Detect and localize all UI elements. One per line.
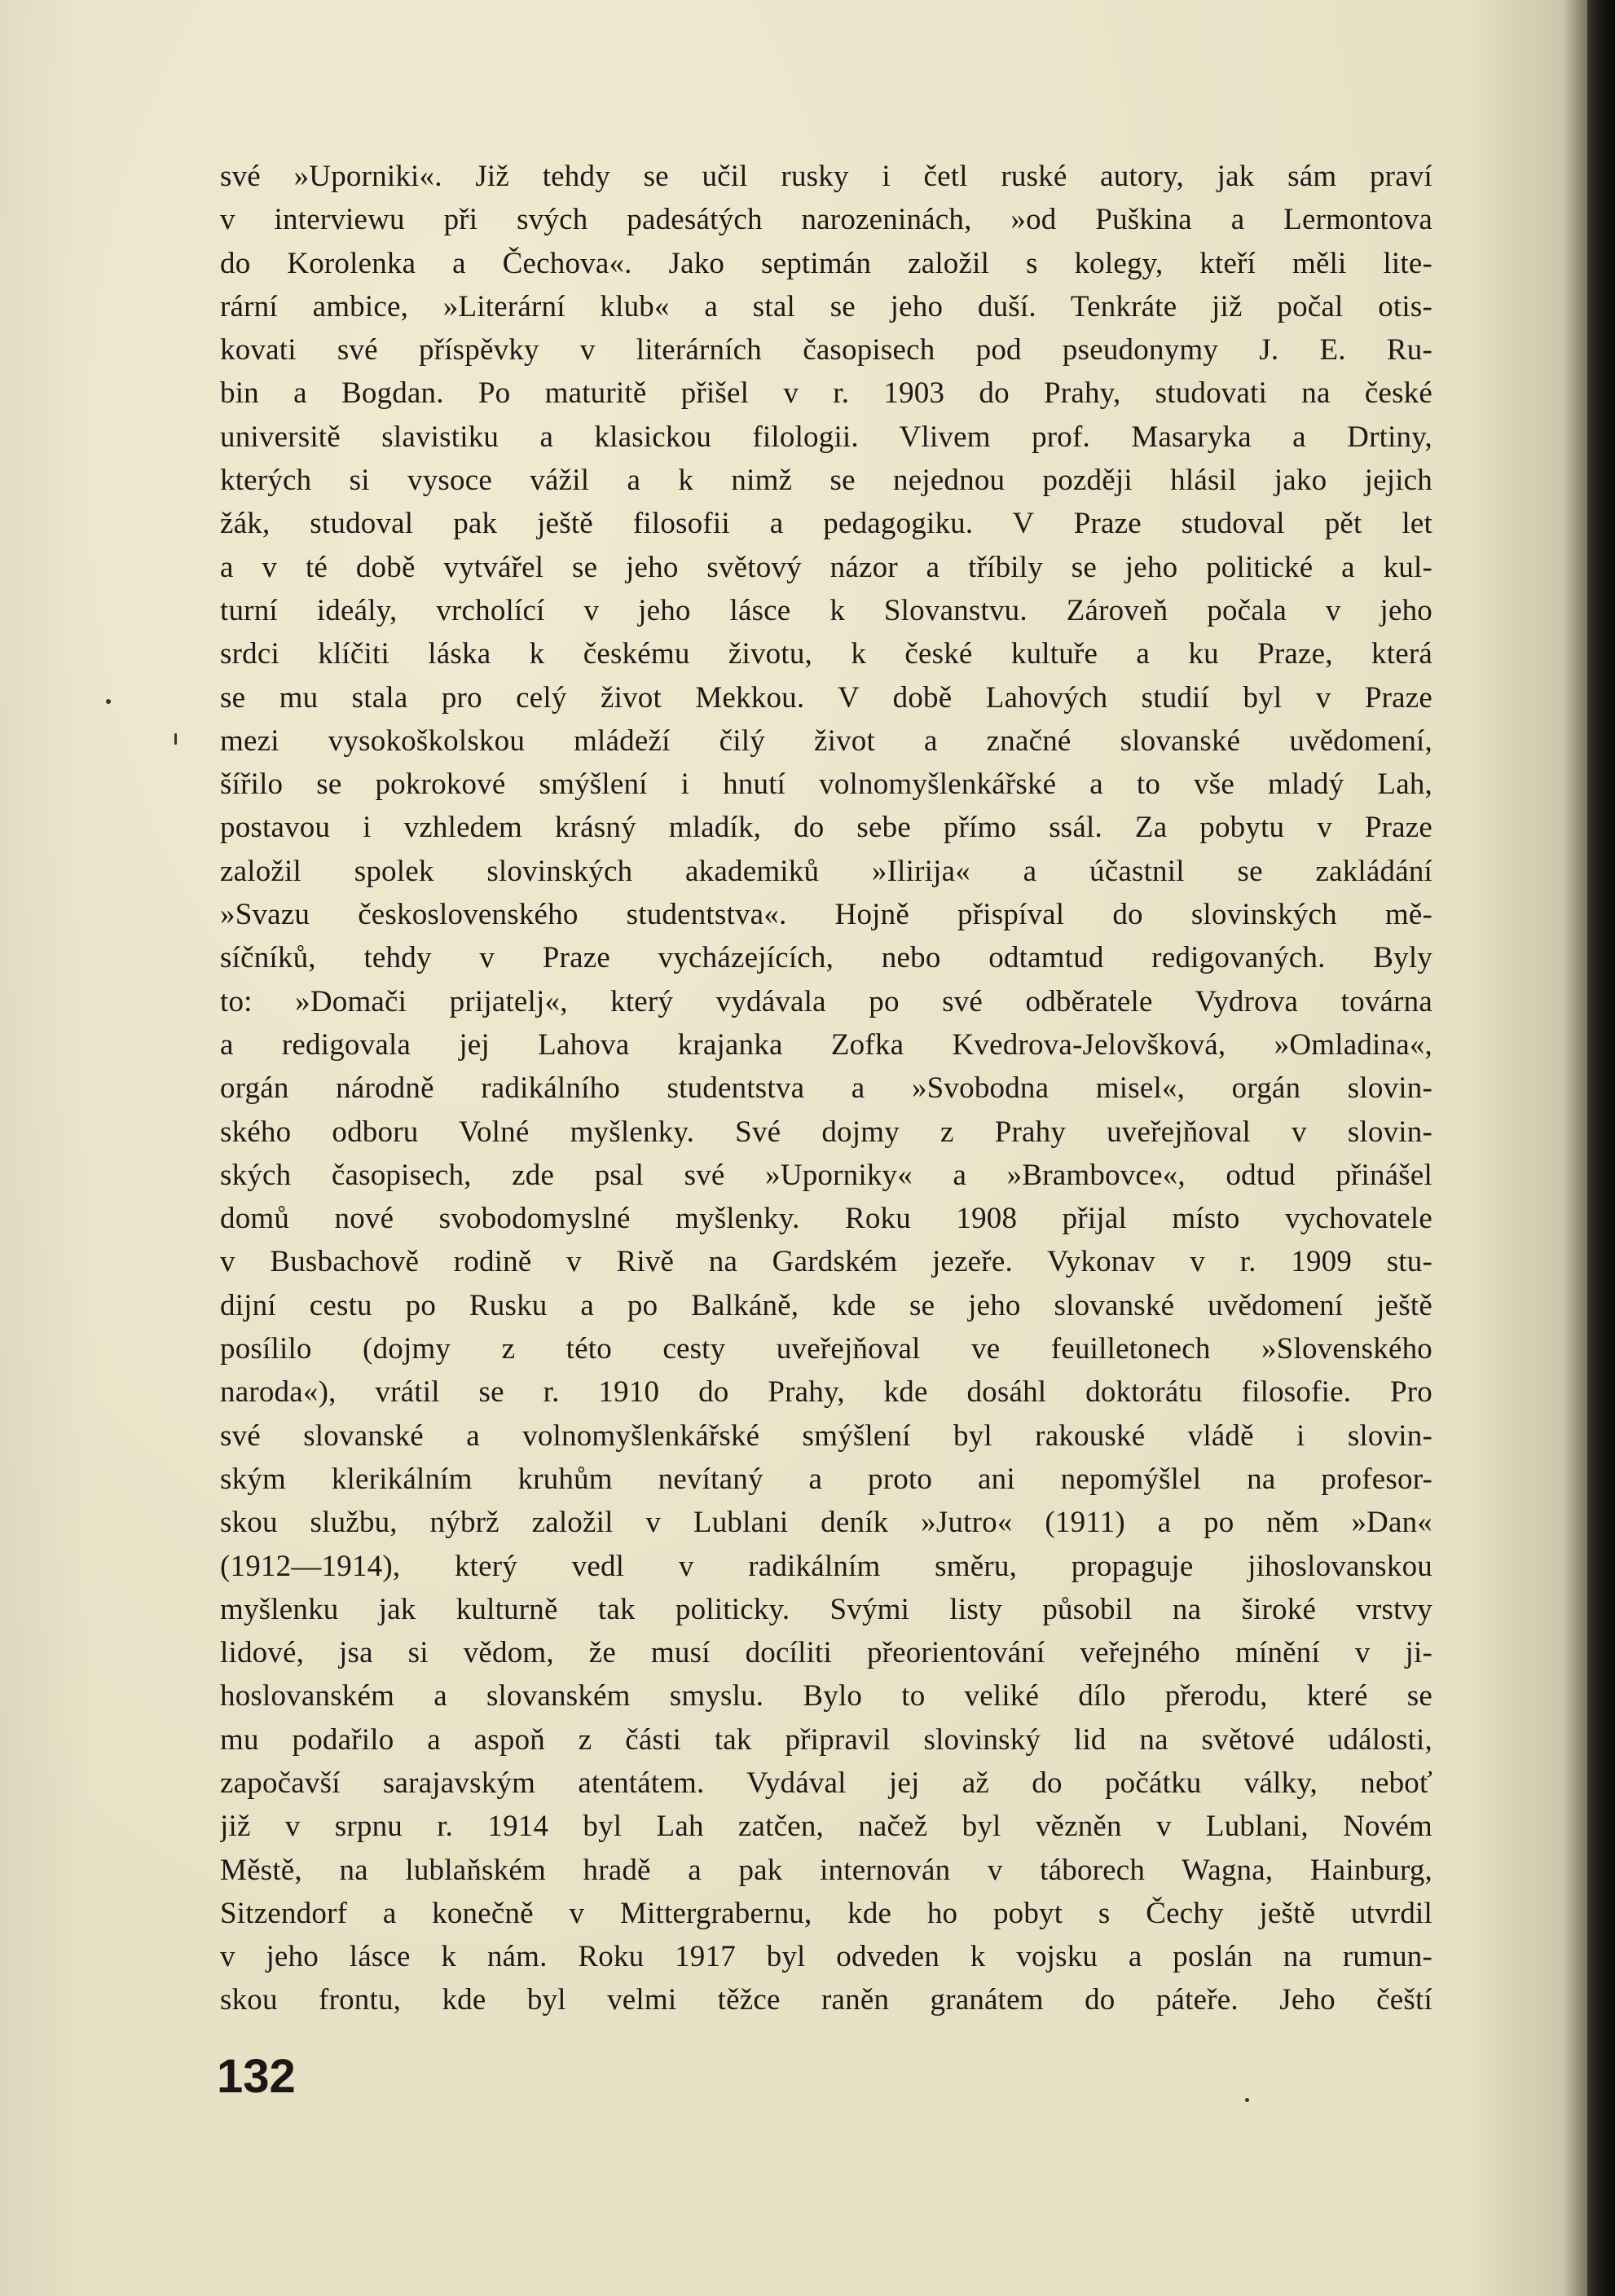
text-line: turní ideály, vrcholící v jeho lásce k Slovanstvu. Zároveň počala v jeho xyxy=(220,593,1432,627)
text-line: orgán národně radikálního studentstva a »Svobodna misel«, orgán slovin- xyxy=(220,1071,1432,1106)
page-number: 132 xyxy=(217,2050,296,2103)
text-line: naroda«), vrátil se r. 1910 do Prahy, kde dosáhl doktorátu filosofie. Pro xyxy=(220,1375,1432,1410)
text-line: a redigovala jej Lahova krajanka Zofka Kvedrova-Jelovšková, »Omladina«, xyxy=(220,1027,1432,1062)
text-line: posílilo (dojmy z této cesty uveřejňoval ve feuilletonech »Slovenského xyxy=(220,1332,1432,1366)
text-line: Sitzendorf a konečně v Mittergrabernu, kde ho pobyt s Čechy ještě utvrdil xyxy=(220,1896,1432,1930)
ink-speck xyxy=(1245,2098,1249,2102)
text-line: mezi vysokoškolskou mládeží čilý život a značné slovanské uvědomení, xyxy=(220,724,1432,758)
text-line: skou službu, nýbrž založil v Lublani deník »Jutro« (1911) a po něm »Dan« xyxy=(220,1506,1432,1540)
text-line: bin a Bogdan. Po maturitě přišel v r. 1903 do Prahy, studovati na české xyxy=(220,376,1432,411)
text-line: šířilo se pokrokové smýšlení i hnutí volnomyšlenkářské a to vše mladý Lah, xyxy=(220,768,1432,802)
text-line: myšlenku jak kulturně tak politicky. Svými listy působil na široké vrstvy xyxy=(220,1592,1432,1626)
text-line: »Svazu československého studentstva«. Hojně přispíval do slovinských mě- xyxy=(220,898,1432,932)
text-line: ského odboru Volné myšlenky. Své dojmy z Prahy uveřejňoval v slovin- xyxy=(220,1115,1432,1149)
text-line: universitě slavistiku a klasickou filologii. Vlivem prof. Masaryka a Drtiny, xyxy=(220,420,1432,454)
text-line: v Busbachově rodině v Rivě na Gardském jezeře. Vykonav v r. 1909 stu- xyxy=(220,1245,1432,1279)
ink-speck xyxy=(106,699,111,704)
text-line: hoslovanském a slovanském smyslu. Bylo to veliké dílo přerodu, které se xyxy=(220,1679,1432,1713)
text-line: do Korolenka a Čechova«. Jako septimán založil s kolegy, kteří měli lite- xyxy=(220,246,1432,280)
text-line: své »Uporniki«. Již tehdy se učil rusky i četl ruské autory, jak sám praví xyxy=(220,160,1432,193)
text-line: srdci klíčiti láska k českému životu, k české kultuře a ku Praze, která xyxy=(220,637,1432,671)
text-line: Městě, na lublaňském hradě a pak internován v táborech Wagna, Hainburg, xyxy=(220,1853,1432,1887)
text-line: založil spolek slovinských akademiků »Ilirija« a účastnil se zakládání xyxy=(220,854,1432,888)
text-line: síčníků, tehdy v Praze vycházejících, nebo odtamtud redigovaných. Byly xyxy=(220,941,1432,975)
text-line: rární ambice, »Literární klub« a stal se jeho duší. Tenkráte již počal otis- xyxy=(220,289,1432,323)
text-line: domů nové svobodomyslné myšlenky. Roku 1908 přijal místo vychovatele xyxy=(220,1202,1432,1236)
body-text xyxy=(220,155,1432,2022)
text-line: započavší sarajavským atentátem. Vydával jej až do počátku války, neboť xyxy=(220,1766,1432,1800)
scan-edge xyxy=(1587,0,1615,2296)
text-line: již v srpnu r. 1914 byl Lah zatčen, načež byl vězněn v Lublani, Novém xyxy=(220,1810,1432,1844)
text-line: postavou i vzhledem krásný mladík, do sebe přímo ssál. Za pobytu v Praze xyxy=(220,811,1432,845)
text-line: kovati své příspěvky v literárních časopisech pod pseudonymy J. E. Ru- xyxy=(220,333,1432,367)
text-line: v interviewu při svých padesátých narozeninách, »od Puškina a Lermontova xyxy=(220,203,1432,237)
text-line: své slovanské a volnomyšlenkářské smýšlení byl rakouské vládě i slovin- xyxy=(220,1419,1432,1453)
text-line: (1912—1914), který vedl v radikálním směru, propaguje jihoslovanskou xyxy=(220,1549,1432,1583)
binding-shadow xyxy=(1563,0,1587,2296)
text-line: skou frontu, kde byl velmi těžce raněn granátem do páteře. Jeho čeští xyxy=(220,1983,1432,2017)
ink-speck xyxy=(174,733,177,745)
text-line: ským klerikálním kruhům nevítaný a proto ani nepomýšlel na profesor- xyxy=(220,1462,1432,1496)
text-line: žák, studoval pak ještě filosofii a pedagogiku. V Praze studoval pět let xyxy=(220,507,1432,541)
text-line: se mu stala pro celý život Mekkou. V době Lahových studií byl v Praze xyxy=(220,680,1432,715)
text-line: a v té době vytvářel se jeho světový názor a tříbily se jeho politické a kul- xyxy=(220,550,1432,584)
text-line: to: »Domači prijatelj«, který vydávala po své odběratele Vydrova továrna xyxy=(220,984,1432,1018)
text-line: mu podařilo a aspoň z části tak připravil slovinský lid na světové události, xyxy=(220,1722,1432,1757)
text-line: kterých si vysoce vážil a k nimž se nejednou později hlásil jako jejich xyxy=(220,464,1432,498)
text-line: dijní cestu po Rusku a po Balkáně, kde se jeho slovanské uvědomení ještě xyxy=(220,1288,1432,1322)
text-line: ských časopisech, zde psal své »Uporniky« a »Brambovce«, odtud přinášel xyxy=(220,1158,1432,1192)
text-line: v jeho lásce k nám. Roku 1917 byl odveden k vojsku a poslán na rumun- xyxy=(220,1940,1432,1974)
text-line: lidové, jsa si vědom, že musí docíliti přeorientování veřejného mínění v ji- xyxy=(220,1636,1432,1670)
